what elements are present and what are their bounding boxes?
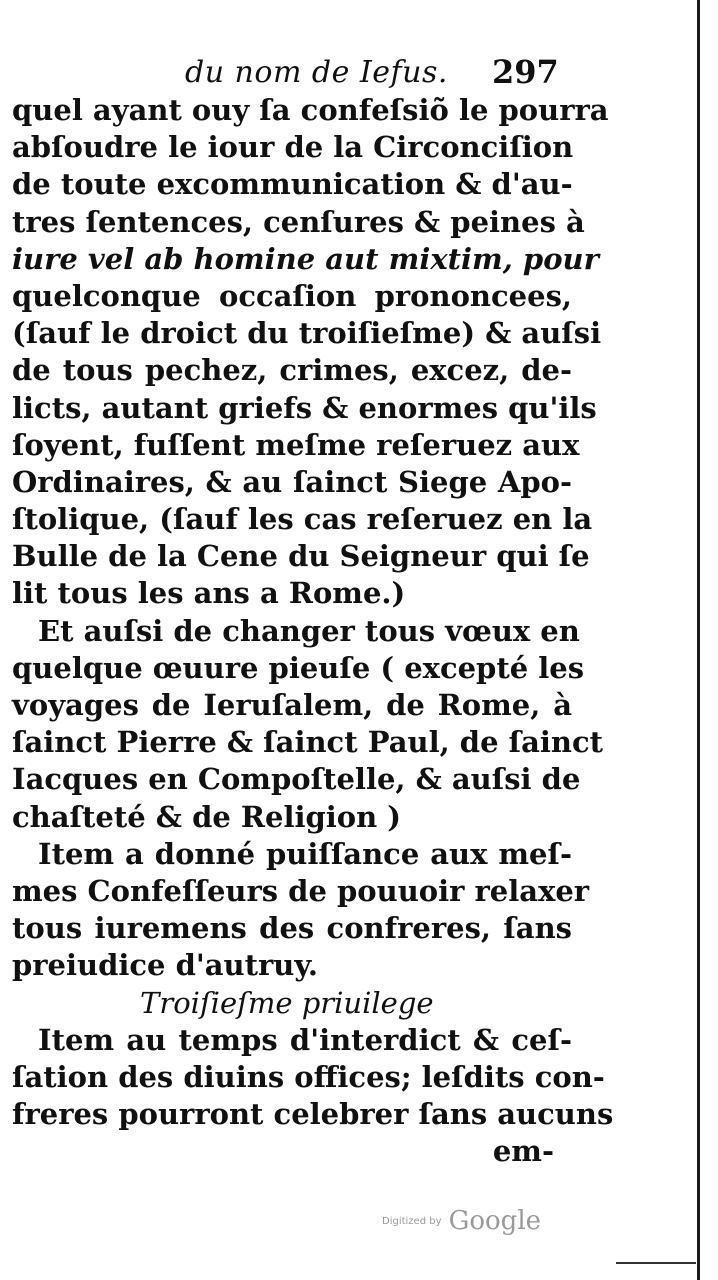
page-number: 297 — [492, 53, 559, 91]
text-line: freres pourront celebrer ſans aucuns — [12, 1097, 614, 1132]
text-line: chaſteté & de Religion ) — [12, 799, 402, 834]
scan-artifact-line — [616, 1262, 696, 1264]
catchword: em- — [492, 1134, 554, 1169]
text-line: Bulle de la Cene du Seigneur qui ſe — [12, 539, 590, 574]
text-line: quel ayant ouy ſa confeſsiõ le pourra — [12, 93, 609, 127]
text-line: ſation des diuins offices; leſdits con- — [12, 1059, 605, 1094]
body-text — [12, 92, 614, 1170]
text-line: ſoyent, fuſſent meſme reſeruez aux — [12, 427, 580, 462]
paragraph-start-line: Item a donné puiſſance aux meſ- — [38, 836, 572, 871]
text-line: tres ſentences, cenſures & peines à — [12, 204, 585, 239]
text-line: ſainct Pierre & ſainct Paul, de ſainct — [12, 725, 604, 760]
digitization-watermark — [382, 1206, 541, 1236]
page-header — [0, 55, 718, 95]
text-line: lit tous les ans a Rome.) — [12, 576, 406, 611]
text-line: (ſauf le droict du troiſieſme) & auſsi — [12, 316, 602, 351]
text-line: quelque œuure pieuſe ( excepté les — [12, 650, 585, 685]
text-line: de tous pechez, crimes, excez, de- — [12, 353, 572, 388]
watermark-prefix: Digitized by — [382, 1215, 442, 1227]
text-line: Ordinaires, & au ſainct Siege Apo- — [12, 464, 572, 499]
text-line-latin: iure vel ab homine aut mixtim, pour — [12, 241, 599, 276]
watermark-brand: Google — [448, 1206, 542, 1236]
text-line: de toute excommunication & d'au- — [12, 167, 573, 202]
text-line: preiudice d'autruy. — [12, 948, 319, 983]
running-head: du nom de Iefus. — [185, 55, 448, 90]
text-line: quelconque occaſion prononcees, — [12, 278, 572, 313]
text-line: abſoudre le iour de la Circonciſion — [12, 130, 574, 165]
text-line: mes Confeſſeurs de pouuoir relaxer — [12, 873, 590, 908]
paragraph-start-line: Et auſsi de changer tous vœux en — [38, 613, 580, 648]
text-line: licts, autant griefs & enormes qu'ils — [12, 390, 597, 425]
text-line: tous iuremens des confreres, ſans — [12, 911, 572, 946]
section-heading: Troiſieſme priuilege — [140, 985, 434, 1020]
paragraph-start-line: Item au temps d'interdict & ceſ- — [38, 1022, 572, 1057]
text-line: voyages de Ieruſalem, de Rome, à — [12, 688, 572, 722]
text-line: ſtolique, (ſauf les cas reſeruez en la — [12, 502, 593, 537]
page-edge-shadow — [697, 0, 700, 1280]
text-line: Iacques en Compoſtelle, & auſsi de — [12, 762, 581, 797]
